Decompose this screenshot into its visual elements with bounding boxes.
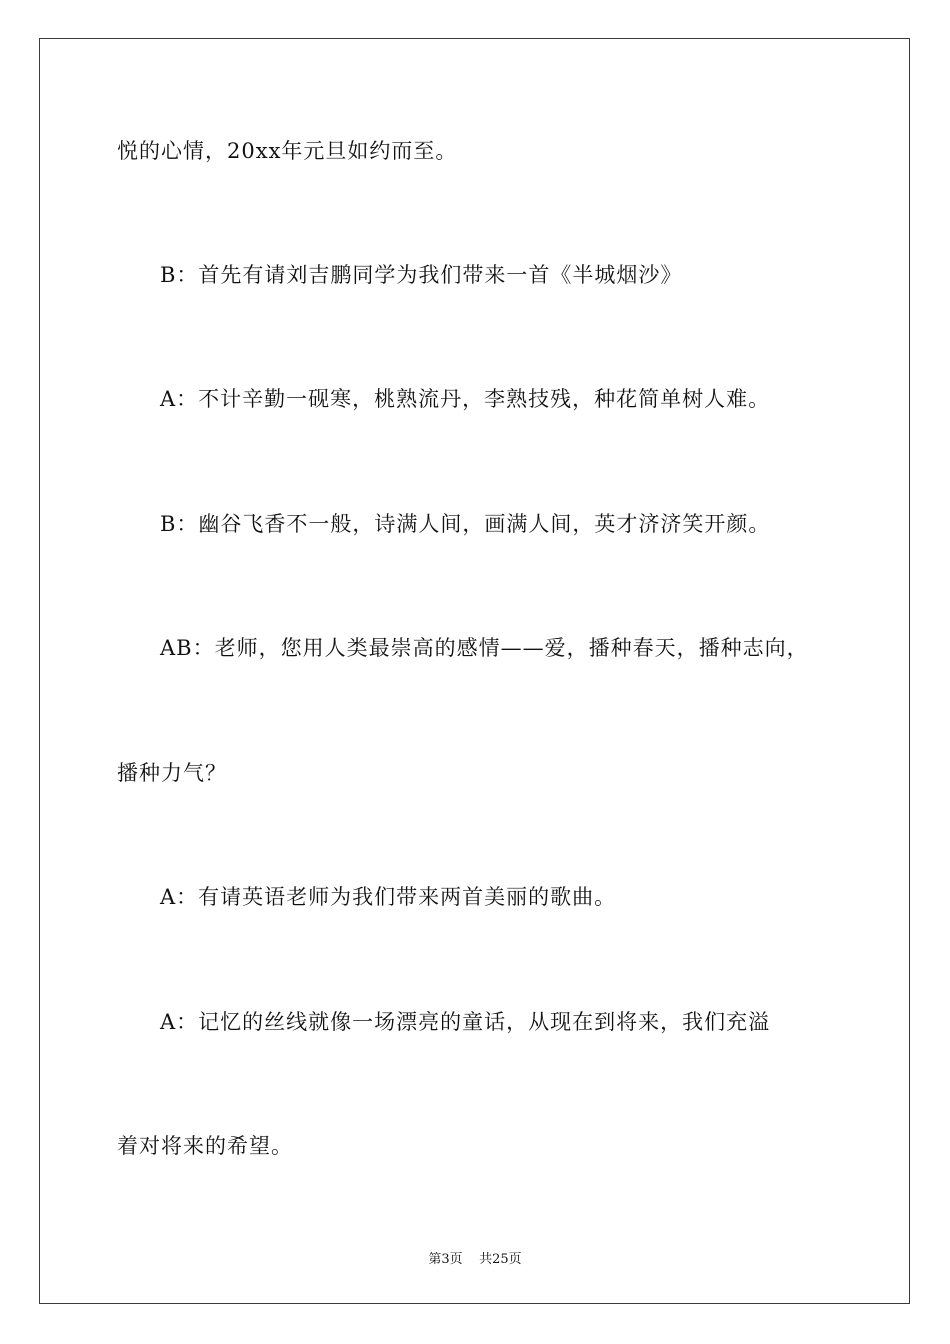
paragraph-line: 着对将来的希望。 [117,1134,293,1158]
paragraph-line: AB：老师，您用人类最崇高的感情——爱，播种春天，播种志向， [160,636,809,660]
paragraph-line: 播种力气？ [117,761,227,785]
paragraph-line: A：不计辛勤一砚寒，桃熟流丹，李熟技残，种花简单树人难。 [160,387,771,411]
page-number: 第3页 [428,1252,463,1267]
page-border [39,38,910,1304]
page-total: 共25页 [479,1252,522,1267]
paragraph-line: 悦的心情，20xx年元旦如约而至。 [117,139,458,163]
page-footer [0,1248,950,1267]
paragraph-line: B：首先有请刘吉鹏同学为我们带来一首《半城烟沙》 [160,263,683,287]
paragraph-line: B：幽谷飞香不一般，诗满人间，画满人间，英才济济笑开颜。 [160,512,771,536]
paragraph-line: A：记忆的丝线就像一场漂亮的童话，从现在到将来，我们充溢 [160,1010,771,1034]
paragraph-line: A：有请英语老师为我们带来两首美丽的歌曲。 [160,885,617,909]
